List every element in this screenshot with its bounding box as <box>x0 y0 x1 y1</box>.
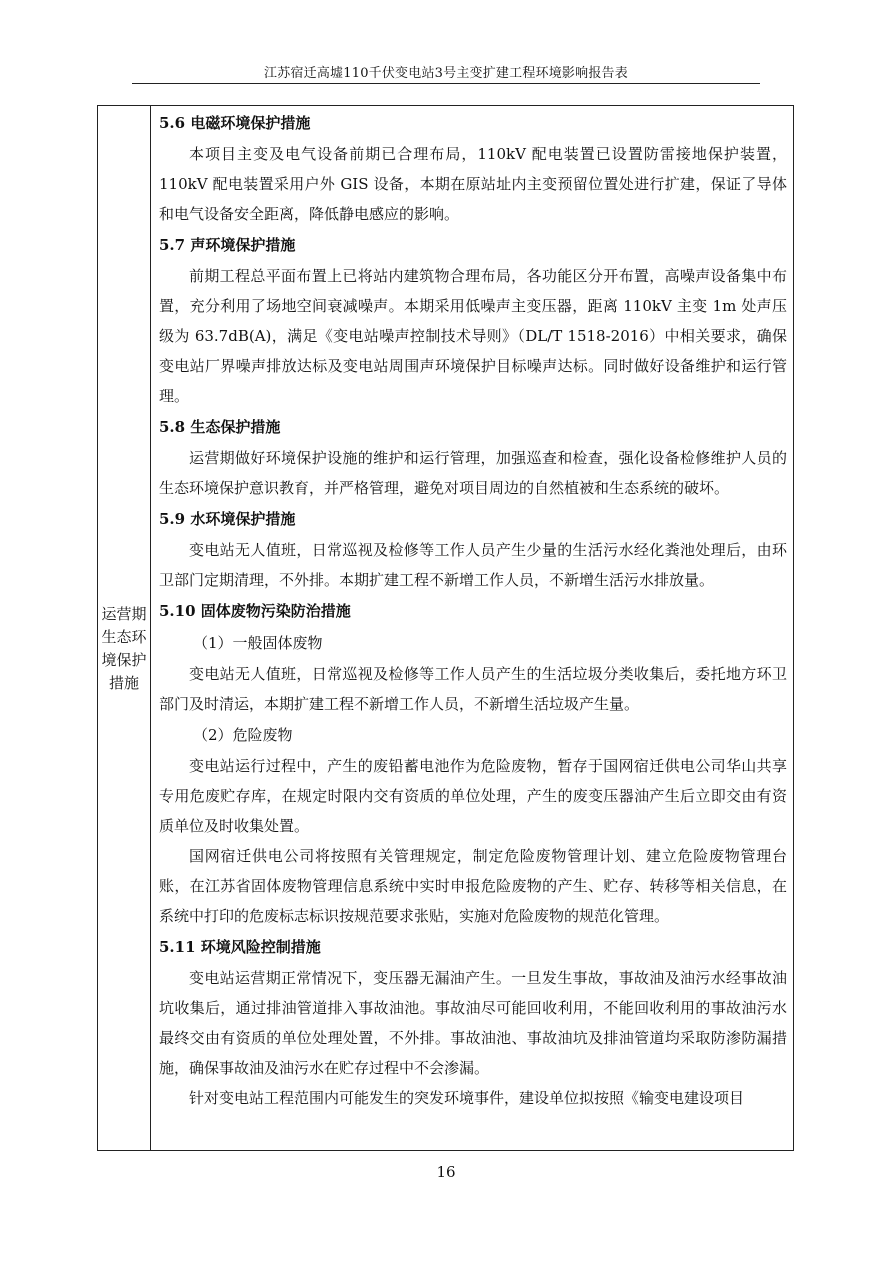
paragraph: 变电站无人值班，日常巡视及检修等工作人员产生少量的生活污水经化粪池处理后，由环卫部门定期清理，不外排。本期扩建工程不新增工作人员，不新增生活污水排放量。 <box>159 541 787 589</box>
section-heading-5-6: 5.6 电磁环境保护措施 <box>159 114 311 132</box>
row-label-line: 运营期 <box>101 605 147 623</box>
section-heading-5-11: 5.11 环境风险控制措施 <box>159 938 321 956</box>
section-heading-5-7: 5.7 声环境保护措施 <box>159 236 296 254</box>
row-label <box>98 603 150 695</box>
paragraph: 本项目主变及电气设备前期已合理布局，110kV 配电装置已设置防雷接地保护装置，110kV 配电装置采用户外 GIS 设备，本期在原站址内主变预留位置处进行扩建，保证了导体和电气设备安全距离，降低静电感应的影响。 <box>159 145 787 223</box>
page-number: 16 <box>436 1163 456 1181</box>
row-label-line: 境保护 <box>101 651 147 669</box>
table-content-cell <box>159 107 787 1113</box>
row-label-line: 措施 <box>108 674 139 692</box>
measures-table <box>97 105 794 1151</box>
subheading: （1）一般固体废物 <box>193 634 323 652</box>
paragraph-continued: 针对变电站工程范围内可能发生的突发环境事件，建设单位拟按照《输变电建设项目 <box>189 1089 745 1107</box>
table-label-cell <box>98 106 151 1150</box>
paragraph: 前期工程总平面布置上已将站内建筑物合理布局，各功能区分开布置，高噪声设备集中布置，充分利用了场地空间衰减噪声。本期采用低噪声主变压器，距离 110kV 主变 1m 处声压级为 63.7dB(A)，满足《变电站噪声控制技术导则》（DL/T 1518-2016）中相关要求，确保变电站厂界噪声排放达标及变电站周围声环境保护目标噪声达标。同时做好设备维护和运行管理。 <box>159 267 787 405</box>
subheading: （2）危险废物 <box>193 726 293 744</box>
paragraph: 变电站运营期正常情况下，变压器无漏油产生。一旦发生事故，事故油及油污水经事故油坑收集后，通过排油管道排入事故油池。事故油尽可能回收利用，不能回收利用的事故油污水最终交由有资质的单位处理处置，不外排。事故油池、事故油坑及排油管道均采取防渗防漏措施，确保事故油及油污水在贮存过程中不会渗漏。 <box>159 969 787 1077</box>
section-heading-5-8: 5.8 生态保护措施 <box>159 418 281 436</box>
section-heading-5-9: 5.9 水环境保护措施 <box>159 510 296 528</box>
paragraph: 国网宿迁供电公司将按照有关管理规定，制定危险废物管理计划、建立危险废物管理台账，在江苏省固体废物管理信息系统中实时申报危险废物的产生、贮存、转移等相关信息，在系统中打印的危废标志标识按规范要求张贴，实施对危险废物的规范化管理。 <box>159 847 787 925</box>
paragraph: 运营期做好环境保护设施的维护和运行管理，加强巡查和检查，强化设备检修维护人员的生态环境保护意识教育，并严格管理，避免对项目周边的自然植被和生态系统的破坏。 <box>159 449 787 497</box>
header-rule <box>132 83 760 84</box>
paragraph: 变电站运行过程中，产生的废铅蓄电池作为危险废物，暂存于国网宿迁供电公司华山共享专用危废贮存库，在规定时限内交有资质的单位处理，产生的废变压器油产生后立即交由有资质单位及时收集处置。 <box>159 757 787 835</box>
running-header: 江苏宿迁高墟110千伏变电站3号主变扩建工程环境影响报告表 <box>264 66 628 81</box>
paragraph: 变电站无人值班，日常巡视及检修等工作人员产生的生活垃圾分类收集后，委托地方环卫部门及时清运，本期扩建工程不新增工作人员，不新增生活垃圾产生量。 <box>159 665 787 713</box>
row-label-line: 生态环 <box>101 628 147 646</box>
section-heading-5-10: 5.10 固体废物污染防治措施 <box>159 602 351 620</box>
